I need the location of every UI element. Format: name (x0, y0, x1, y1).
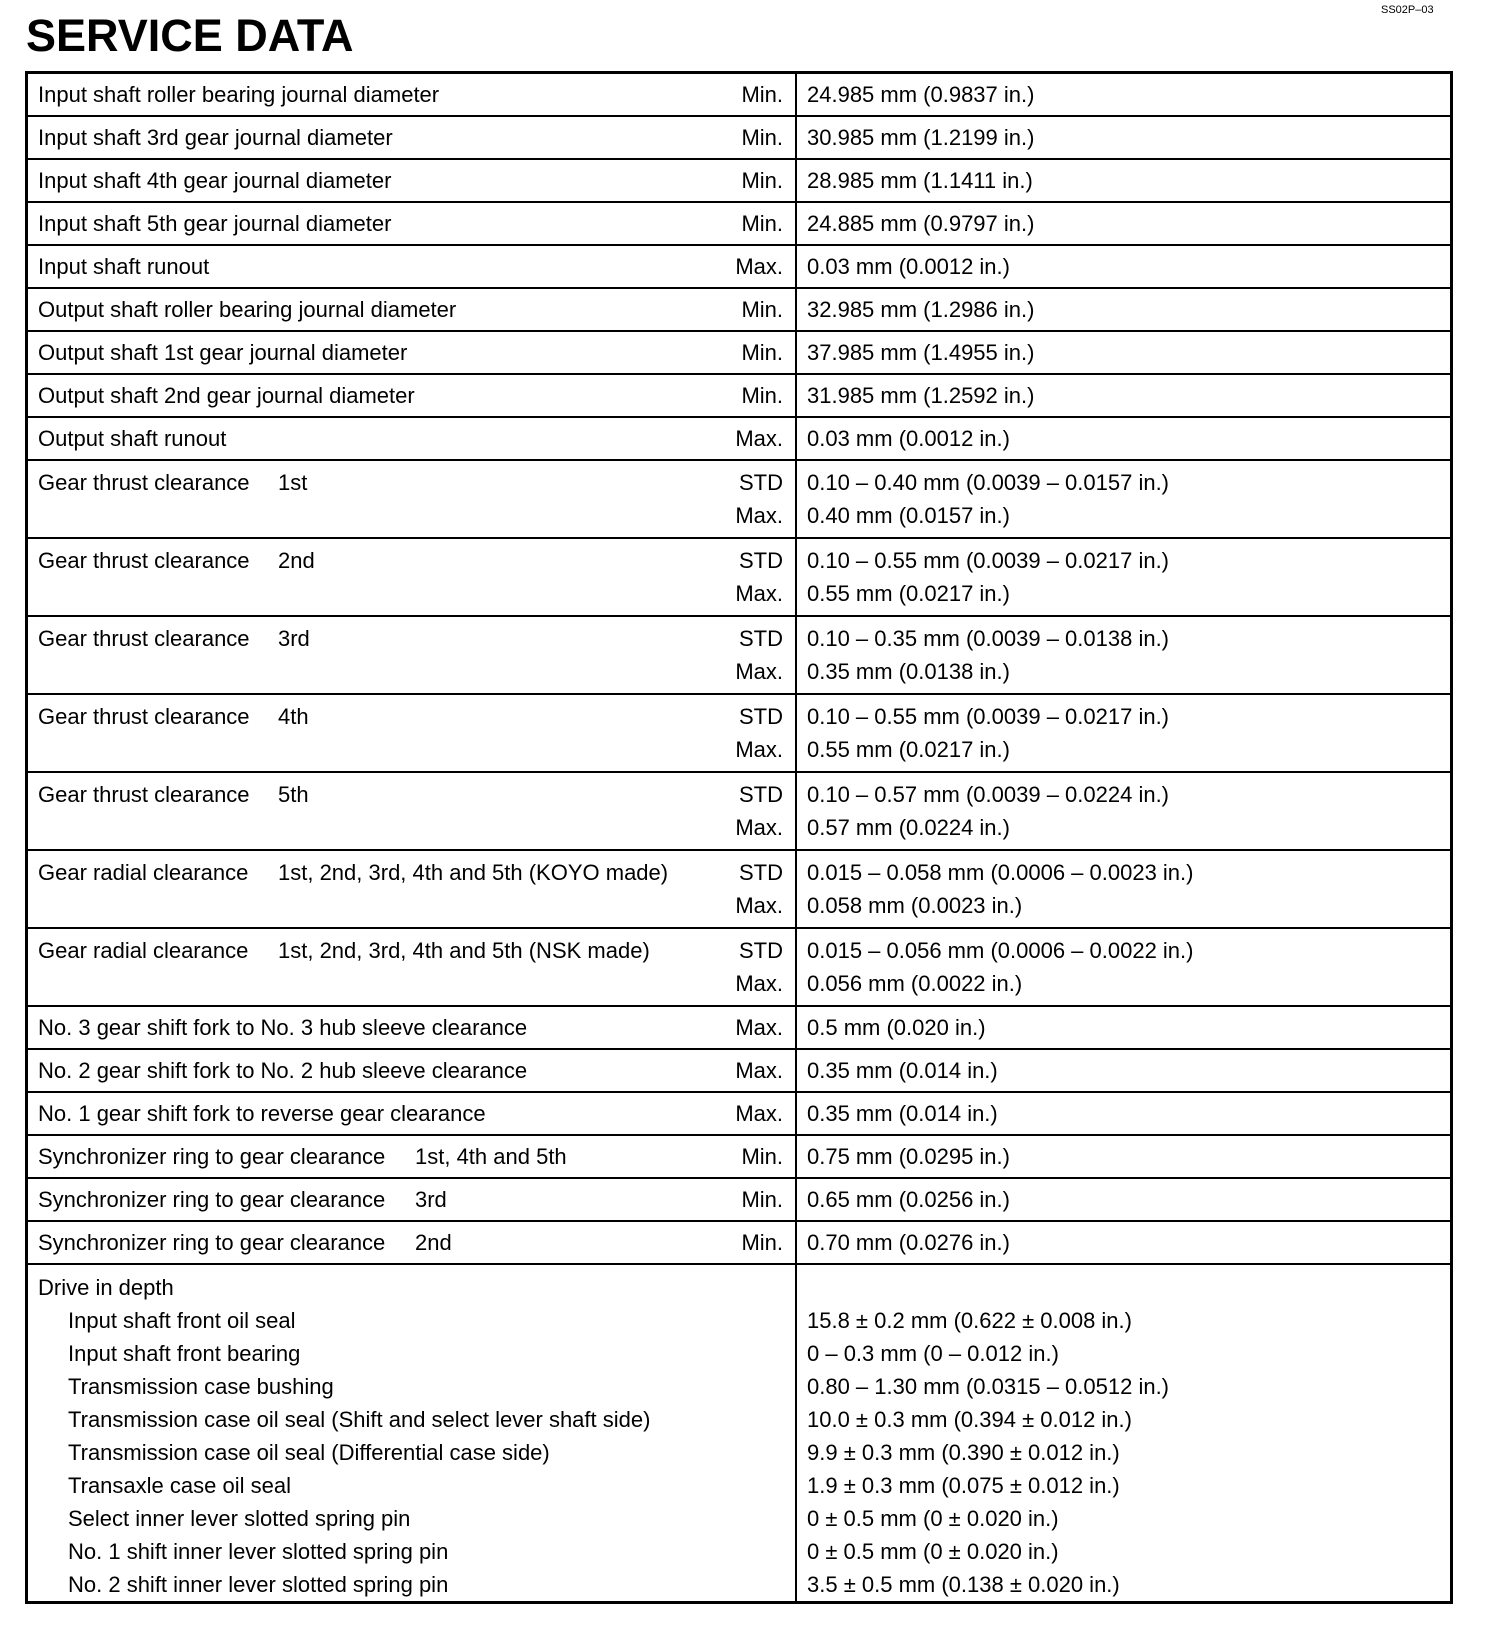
service-data-body (27, 73, 1452, 1603)
spec-sublabel: 1st, 2nd, 3rd, 4th and 5th (NSK made) (278, 938, 650, 963)
spec-value: 32.985 mm (1.2986 in.) (796, 288, 1452, 331)
spec-qualifier-max: Max. (735, 659, 783, 684)
spec-label-cell (27, 1221, 797, 1264)
spec-value-std: 0.015 – 0.056 mm (0.0006 – 0.0022 in.) (807, 938, 1194, 963)
spec-label: Input shaft 4th gear journal diameter (38, 168, 392, 193)
table-row (27, 374, 1452, 417)
spec-value-cell (796, 460, 1452, 538)
spec-label: Gear radial clearance (38, 860, 249, 885)
page-code: SS02P–03 (1381, 4, 1434, 16)
spec-label: Synchronizer ring to gear clearance (38, 1230, 386, 1255)
drive-item-label: Transmission case bushing (68, 1374, 334, 1399)
spec-qualifier-std: STD (739, 938, 783, 963)
spec-sublabel: 1st, 4th and 5th (415, 1144, 567, 1169)
spec-label: Input shaft runout (38, 254, 210, 279)
spec-qualifier: Min. (741, 82, 783, 107)
spec-sublabel: 2nd (415, 1230, 452, 1255)
spec-label-cell (27, 538, 797, 616)
spec-value: 24.985 mm (0.9837 in.) (796, 73, 1452, 117)
table-row (27, 116, 1452, 159)
spec-label-cell (27, 850, 797, 928)
table-row (27, 850, 1452, 928)
table-row (27, 1135, 1452, 1178)
spec-label: No. 2 gear shift fork to No. 2 hub sleeve clearance (38, 1058, 528, 1083)
spec-label-cell (27, 417, 797, 460)
spec-sublabel: 2nd (278, 548, 315, 573)
drive-in-depth-labels (27, 1264, 797, 1603)
spec-qualifier: Min. (741, 1144, 783, 1169)
drive-item-value: 3.5 ± 0.5 mm (0.138 ± 0.020 in.) (807, 1572, 1120, 1597)
spec-value: 0.65 mm (0.0256 in.) (796, 1178, 1452, 1221)
spec-value-std: 0.10 – 0.40 mm (0.0039 – 0.0157 in.) (807, 470, 1170, 495)
spec-label-cell (27, 73, 797, 117)
spec-qualifier: Min. (741, 211, 783, 236)
spec-value: 0.35 mm (0.014 in.) (796, 1049, 1452, 1092)
drive-heading-spacer (807, 1271, 1450, 1304)
spec-value-cell (796, 538, 1452, 616)
spec-label-cell (27, 116, 797, 159)
spec-value-max: 0.55 mm (0.0217 in.) (807, 737, 1010, 762)
spec-label-cell (27, 1135, 797, 1178)
spec-qualifier: Min. (741, 297, 783, 322)
spec-qualifier-max: Max. (735, 581, 783, 606)
spec-value: 0.70 mm (0.0276 in.) (796, 1221, 1452, 1264)
spec-qualifier-max: Max. (735, 815, 783, 840)
drive-item-value: 10.0 ± 0.3 mm (0.394 ± 0.012 in.) (807, 1407, 1132, 1432)
table-row (27, 245, 1452, 288)
drive-item-label: Select inner lever slotted spring pin (68, 1506, 411, 1531)
spec-qualifier: Max. (735, 1101, 783, 1126)
spec-qualifier: Max. (735, 254, 783, 279)
spec-label-cell (27, 288, 797, 331)
spec-sublabel: 3rd (415, 1187, 447, 1212)
spec-label-cell (27, 460, 797, 538)
drive-item-value: 1.9 ± 0.3 mm (0.075 ± 0.012 in.) (807, 1473, 1120, 1498)
spec-value-max: 0.40 mm (0.0157 in.) (807, 503, 1010, 528)
table-row (27, 1049, 1452, 1092)
spec-label: Input shaft roller bearing journal diameter (38, 82, 440, 107)
table-row (27, 928, 1452, 1006)
drive-item-label: Transmission case oil seal (Differential case side) (68, 1440, 550, 1465)
spec-qualifier-max: Max. (735, 503, 783, 528)
spec-value: 24.885 mm (0.9797 in.) (796, 202, 1452, 245)
spec-value: 37.985 mm (1.4955 in.) (796, 331, 1452, 374)
spec-label-cell (27, 202, 797, 245)
drive-item-value: 0 ± 0.5 mm (0 ± 0.020 in.) (807, 1506, 1059, 1531)
spec-value-max: 0.57 mm (0.0224 in.) (807, 815, 1010, 840)
spec-label-cell (27, 159, 797, 202)
table-row (27, 202, 1452, 245)
spec-value: 28.985 mm (1.1411 in.) (796, 159, 1452, 202)
spec-value: 0.5 mm (0.020 in.) (796, 1006, 1452, 1049)
table-row (27, 1221, 1452, 1264)
spec-value-max: 0.056 mm (0.0022 in.) (807, 971, 1023, 996)
spec-label-cell (27, 772, 797, 850)
spec-qualifier: Max. (735, 1015, 783, 1040)
spec-qualifier-max: Max. (735, 971, 783, 996)
table-row (27, 331, 1452, 374)
spec-value: 0.03 mm (0.0012 in.) (796, 417, 1452, 460)
table-row (27, 616, 1452, 694)
spec-qualifier: Min. (741, 1187, 783, 1212)
page-title: SERVICE DATA (26, 10, 354, 61)
spec-label: Gear thrust clearance (38, 704, 250, 729)
drive-item-value: 9.9 ± 0.3 mm (0.390 ± 0.012 in.) (807, 1440, 1120, 1465)
drive-in-depth-values (796, 1264, 1452, 1603)
spec-value-std: 0.015 – 0.058 mm (0.0006 – 0.0023 in.) (807, 860, 1194, 885)
spec-value-std: 0.10 – 0.57 mm (0.0039 – 0.0224 in.) (807, 782, 1170, 807)
spec-label-cell (27, 374, 797, 417)
drive-item-value: 15.8 ± 0.2 mm (0.622 ± 0.008 in.) (807, 1308, 1132, 1333)
spec-qualifier-std: STD (739, 860, 783, 885)
service-data-table (25, 71, 1453, 1604)
spec-label: No. 1 gear shift fork to reverse gear clearance (38, 1101, 486, 1126)
spec-sublabel: 1st (278, 470, 308, 495)
spec-qualifier: Max. (735, 1058, 783, 1083)
spec-value-cell (796, 694, 1452, 772)
spec-label: Gear thrust clearance (38, 548, 250, 573)
spec-label-cell (27, 331, 797, 374)
spec-label: Output shaft 1st gear journal diameter (38, 340, 408, 365)
table-row (27, 73, 1452, 117)
spec-qualifier-std: STD (739, 626, 783, 651)
spec-sublabel: 5th (278, 782, 309, 807)
spec-value-max: 0.058 mm (0.0023 in.) (807, 893, 1023, 918)
spec-qualifier-std: STD (739, 704, 783, 729)
spec-sublabel: 4th (278, 704, 309, 729)
spec-qualifier: Min. (741, 1230, 783, 1255)
drive-item-label: No. 1 shift inner lever slotted spring pin (68, 1539, 449, 1564)
drive-item-value: 0.80 – 1.30 mm (0.0315 – 0.0512 in.) (807, 1374, 1170, 1399)
table-row (27, 772, 1452, 850)
spec-sublabel: 3rd (278, 626, 310, 651)
drive-item-label: No. 2 shift inner lever slotted spring pin (68, 1572, 449, 1597)
table-row (27, 538, 1452, 616)
spec-value-cell (796, 772, 1452, 850)
spec-label: Synchronizer ring to gear clearance (38, 1144, 386, 1169)
spec-value-cell (796, 928, 1452, 1006)
spec-qualifier: Max. (735, 426, 783, 451)
spec-label: Synchronizer ring to gear clearance (38, 1187, 386, 1212)
spec-value: 0.75 mm (0.0295 in.) (796, 1135, 1452, 1178)
spec-label: Input shaft 3rd gear journal diameter (38, 125, 393, 150)
spec-label: Gear thrust clearance (38, 782, 250, 807)
spec-label-cell (27, 1006, 797, 1049)
spec-label: Gear thrust clearance (38, 470, 250, 495)
spec-qualifier-std: STD (739, 470, 783, 495)
drive-in-depth-heading: Drive in depth (38, 1275, 174, 1300)
spec-value-max: 0.55 mm (0.0217 in.) (807, 581, 1010, 606)
spec-label: Gear thrust clearance (38, 626, 250, 651)
drive-item-label: Input shaft front bearing (68, 1341, 301, 1366)
spec-value-std: 0.10 – 0.55 mm (0.0039 – 0.0217 in.) (807, 548, 1170, 573)
spec-qualifier-max: Max. (735, 893, 783, 918)
spec-value-std: 0.10 – 0.55 mm (0.0039 – 0.0217 in.) (807, 704, 1170, 729)
spec-label-cell (27, 616, 797, 694)
spec-value: 30.985 mm (1.2199 in.) (796, 116, 1452, 159)
spec-sublabel: 1st, 2nd, 3rd, 4th and 5th (KOYO made) (278, 860, 669, 885)
spec-value-std: 0.10 – 0.35 mm (0.0039 – 0.0138 in.) (807, 626, 1170, 651)
drive-item-label: Input shaft front oil seal (68, 1308, 296, 1333)
spec-label: Gear radial clearance (38, 938, 249, 963)
spec-value-max: 0.35 mm (0.0138 in.) (807, 659, 1010, 684)
spec-label-cell (27, 928, 797, 1006)
spec-label: No. 3 gear shift fork to No. 3 hub sleeve clearance (38, 1015, 528, 1040)
table-row (27, 417, 1452, 460)
spec-value-cell (796, 616, 1452, 694)
table-row (27, 1178, 1452, 1221)
drive-item-label: Transaxle case oil seal (68, 1473, 291, 1498)
spec-label: Output shaft 2nd gear journal diameter (38, 383, 415, 408)
spec-label: Output shaft roller bearing journal diameter (38, 297, 457, 322)
table-row (27, 1092, 1452, 1135)
spec-value: 0.35 mm (0.014 in.) (796, 1092, 1452, 1135)
spec-qualifier-std: STD (739, 782, 783, 807)
spec-qualifier-max: Max. (735, 737, 783, 762)
table-row (27, 694, 1452, 772)
spec-value: 31.985 mm (1.2592 in.) (796, 374, 1452, 417)
spec-qualifier: Min. (741, 340, 783, 365)
drive-in-depth-row (27, 1264, 1452, 1603)
spec-value: 0.03 mm (0.0012 in.) (796, 245, 1452, 288)
spec-label: Output shaft runout (38, 426, 227, 451)
spec-label-cell (27, 1049, 797, 1092)
table-row (27, 460, 1452, 538)
spec-qualifier: Min. (741, 383, 783, 408)
table-row (27, 1006, 1452, 1049)
spec-label-cell (27, 1092, 797, 1135)
spec-qualifier: Min. (741, 125, 783, 150)
spec-value-cell (796, 850, 1452, 928)
table-row (27, 159, 1452, 202)
drive-item-value: 0 ± 0.5 mm (0 ± 0.020 in.) (807, 1539, 1059, 1564)
spec-label-cell (27, 245, 797, 288)
spec-qualifier-std: STD (739, 548, 783, 573)
table-row (27, 288, 1452, 331)
spec-label-cell (27, 694, 797, 772)
drive-item-label: Transmission case oil seal (Shift and select lever shaft side) (68, 1407, 651, 1432)
spec-label: Input shaft 5th gear journal diameter (38, 211, 392, 236)
spec-qualifier: Min. (741, 168, 783, 193)
spec-label-cell (27, 1178, 797, 1221)
drive-item-value: 0 – 0.3 mm (0 – 0.012 in.) (807, 1341, 1059, 1366)
